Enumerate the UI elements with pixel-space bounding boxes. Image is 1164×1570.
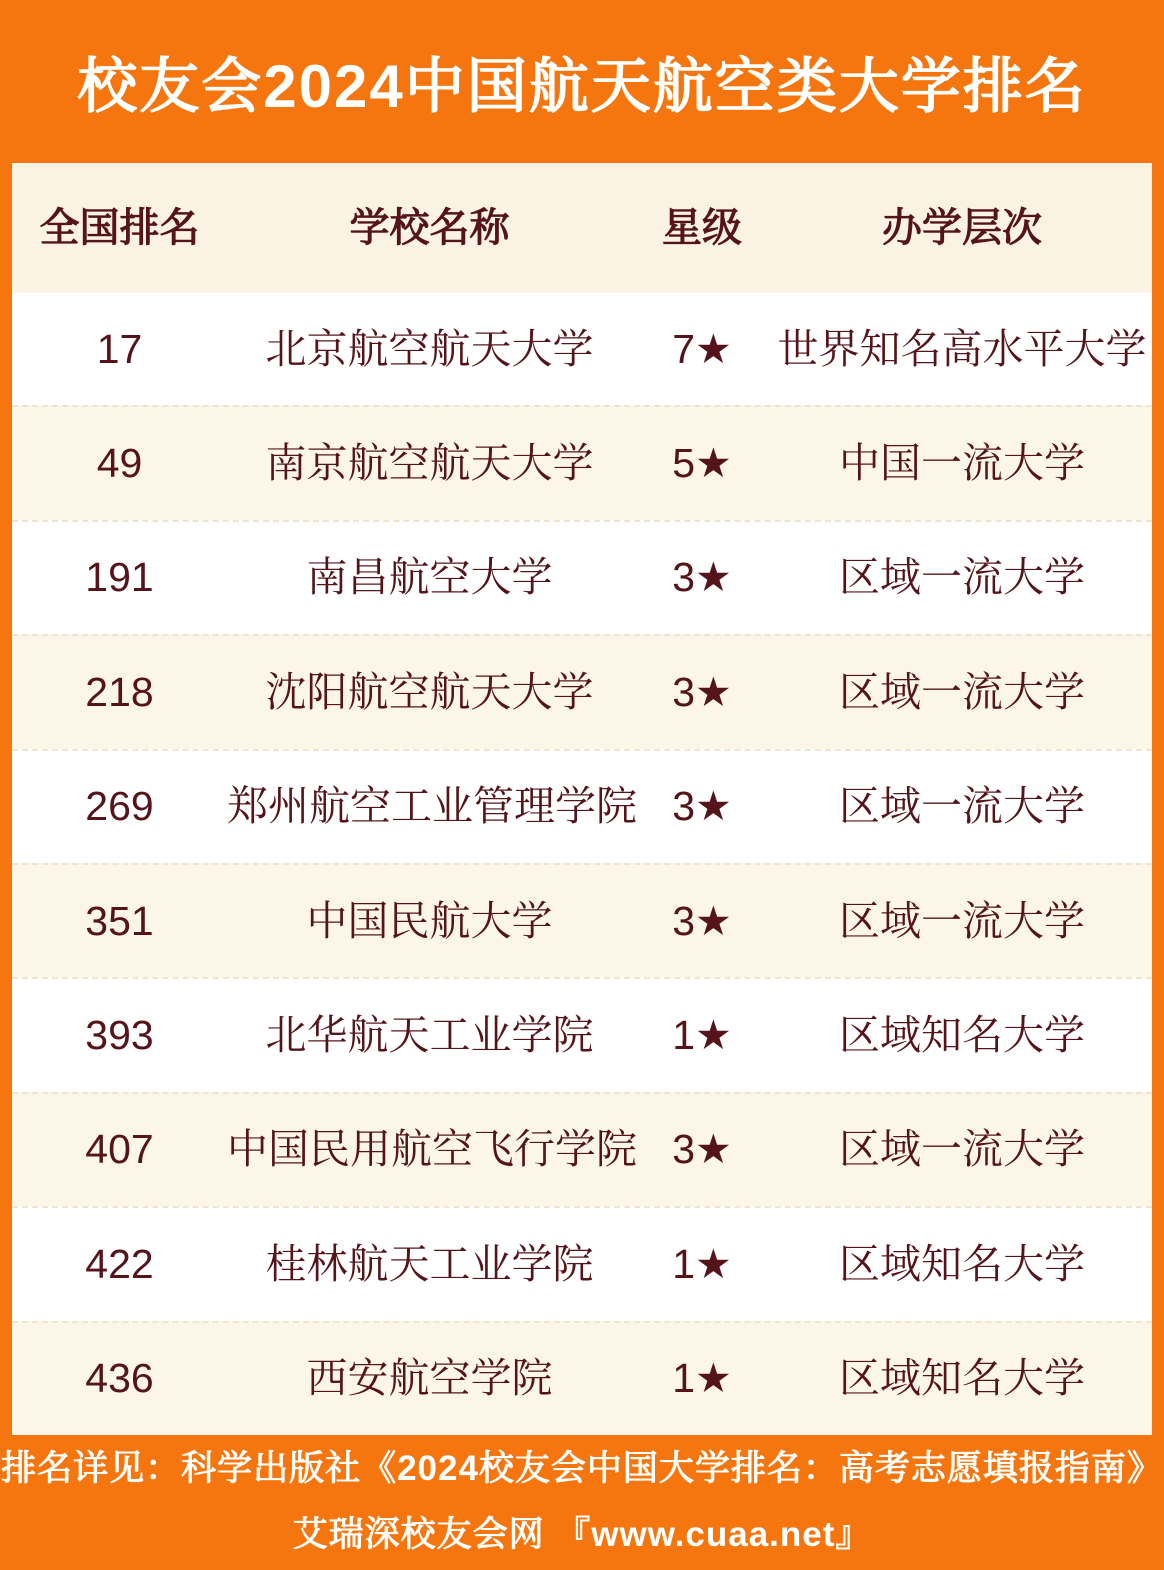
table-row xyxy=(12,863,1152,977)
education-level-cell: 区域一流大学 xyxy=(839,897,1085,944)
table-row xyxy=(12,1206,1152,1320)
school-name-cell: 南昌航空大学 xyxy=(306,554,553,601)
column-header-star-rating: 星级 xyxy=(662,206,742,250)
table-row xyxy=(12,634,1152,748)
school-name-cell: 北华航天工业学院 xyxy=(265,1012,594,1059)
school-name-cell: 郑州航空工业管理学院 xyxy=(227,783,637,830)
column-header-national-rank: 全国排名 xyxy=(39,206,200,250)
school-name-cell: 中国民航大学 xyxy=(306,897,553,944)
title-banner xyxy=(0,0,1164,163)
table-row xyxy=(12,520,1152,634)
school-name-cell: 西安航空学院 xyxy=(306,1355,553,1402)
school-name-cell: 北京航空航天大学 xyxy=(265,325,594,372)
footer-source-note: 排名详见：科学出版社《2024校友会中国大学排名：高考志愿填报指南》 xyxy=(1,1448,1163,1488)
education-level-cell: 区域知名大学 xyxy=(839,1012,1085,1059)
star-rating-cell: 3★ xyxy=(672,783,732,830)
rank-cell: 191 xyxy=(85,554,154,601)
education-level-cell: 区域一流大学 xyxy=(839,668,1085,715)
table-body xyxy=(12,293,1152,1435)
education-level-cell: 区域知名大学 xyxy=(839,1355,1085,1402)
rank-cell: 407 xyxy=(85,1126,154,1173)
star-rating-cell: 3★ xyxy=(672,1126,732,1173)
education-level-cell: 世界知名高水平大学 xyxy=(777,325,1147,372)
star-rating-cell: 3★ xyxy=(672,554,732,601)
rank-cell: 351 xyxy=(85,897,154,944)
rank-cell: 17 xyxy=(96,325,143,372)
rank-cell: 49 xyxy=(96,440,143,487)
education-level-cell: 区域一流大学 xyxy=(839,1126,1085,1173)
footer-banner xyxy=(0,1435,1164,1570)
ranking-table xyxy=(12,163,1152,1435)
school-name-cell: 桂林航天工业学院 xyxy=(265,1240,594,1287)
star-rating-cell: 7★ xyxy=(672,325,732,372)
table-row xyxy=(12,977,1152,1091)
star-rating-cell: 1★ xyxy=(672,1012,732,1059)
school-name-cell: 中国民用航空飞行学院 xyxy=(227,1126,637,1173)
table-row xyxy=(12,1321,1152,1435)
school-name-cell: 南京航空航天大学 xyxy=(265,440,594,487)
rank-cell: 218 xyxy=(85,668,154,715)
rank-cell: 393 xyxy=(85,1012,154,1059)
star-rating-cell: 1★ xyxy=(672,1240,732,1287)
star-rating-cell: 1★ xyxy=(672,1355,732,1402)
column-header-school-name: 学校名称 xyxy=(349,206,510,250)
footer-website: 艾瑞深校友会网 『www.cuaa.net』 xyxy=(292,1514,872,1554)
table-row xyxy=(12,1092,1152,1206)
column-header-education-level: 办学层次 xyxy=(882,206,1042,250)
education-level-cell: 中国一流大学 xyxy=(839,440,1085,487)
page-title: 校友会2024中国航天航空类大学排名 xyxy=(77,52,1087,120)
table-row xyxy=(12,293,1152,405)
rank-cell: 436 xyxy=(85,1355,154,1402)
rank-cell: 269 xyxy=(85,783,154,830)
table-row xyxy=(12,749,1152,863)
education-level-cell: 区域知名大学 xyxy=(839,1240,1085,1287)
table-header-row xyxy=(12,163,1152,293)
star-rating-cell: 3★ xyxy=(672,897,732,944)
star-rating-cell: 5★ xyxy=(672,440,732,487)
rank-cell: 422 xyxy=(85,1240,154,1287)
education-level-cell: 区域一流大学 xyxy=(839,783,1085,830)
table-row xyxy=(12,405,1152,519)
star-rating-cell: 3★ xyxy=(672,668,732,715)
education-level-cell: 区域一流大学 xyxy=(839,554,1085,601)
school-name-cell: 沈阳航空航天大学 xyxy=(265,668,594,715)
